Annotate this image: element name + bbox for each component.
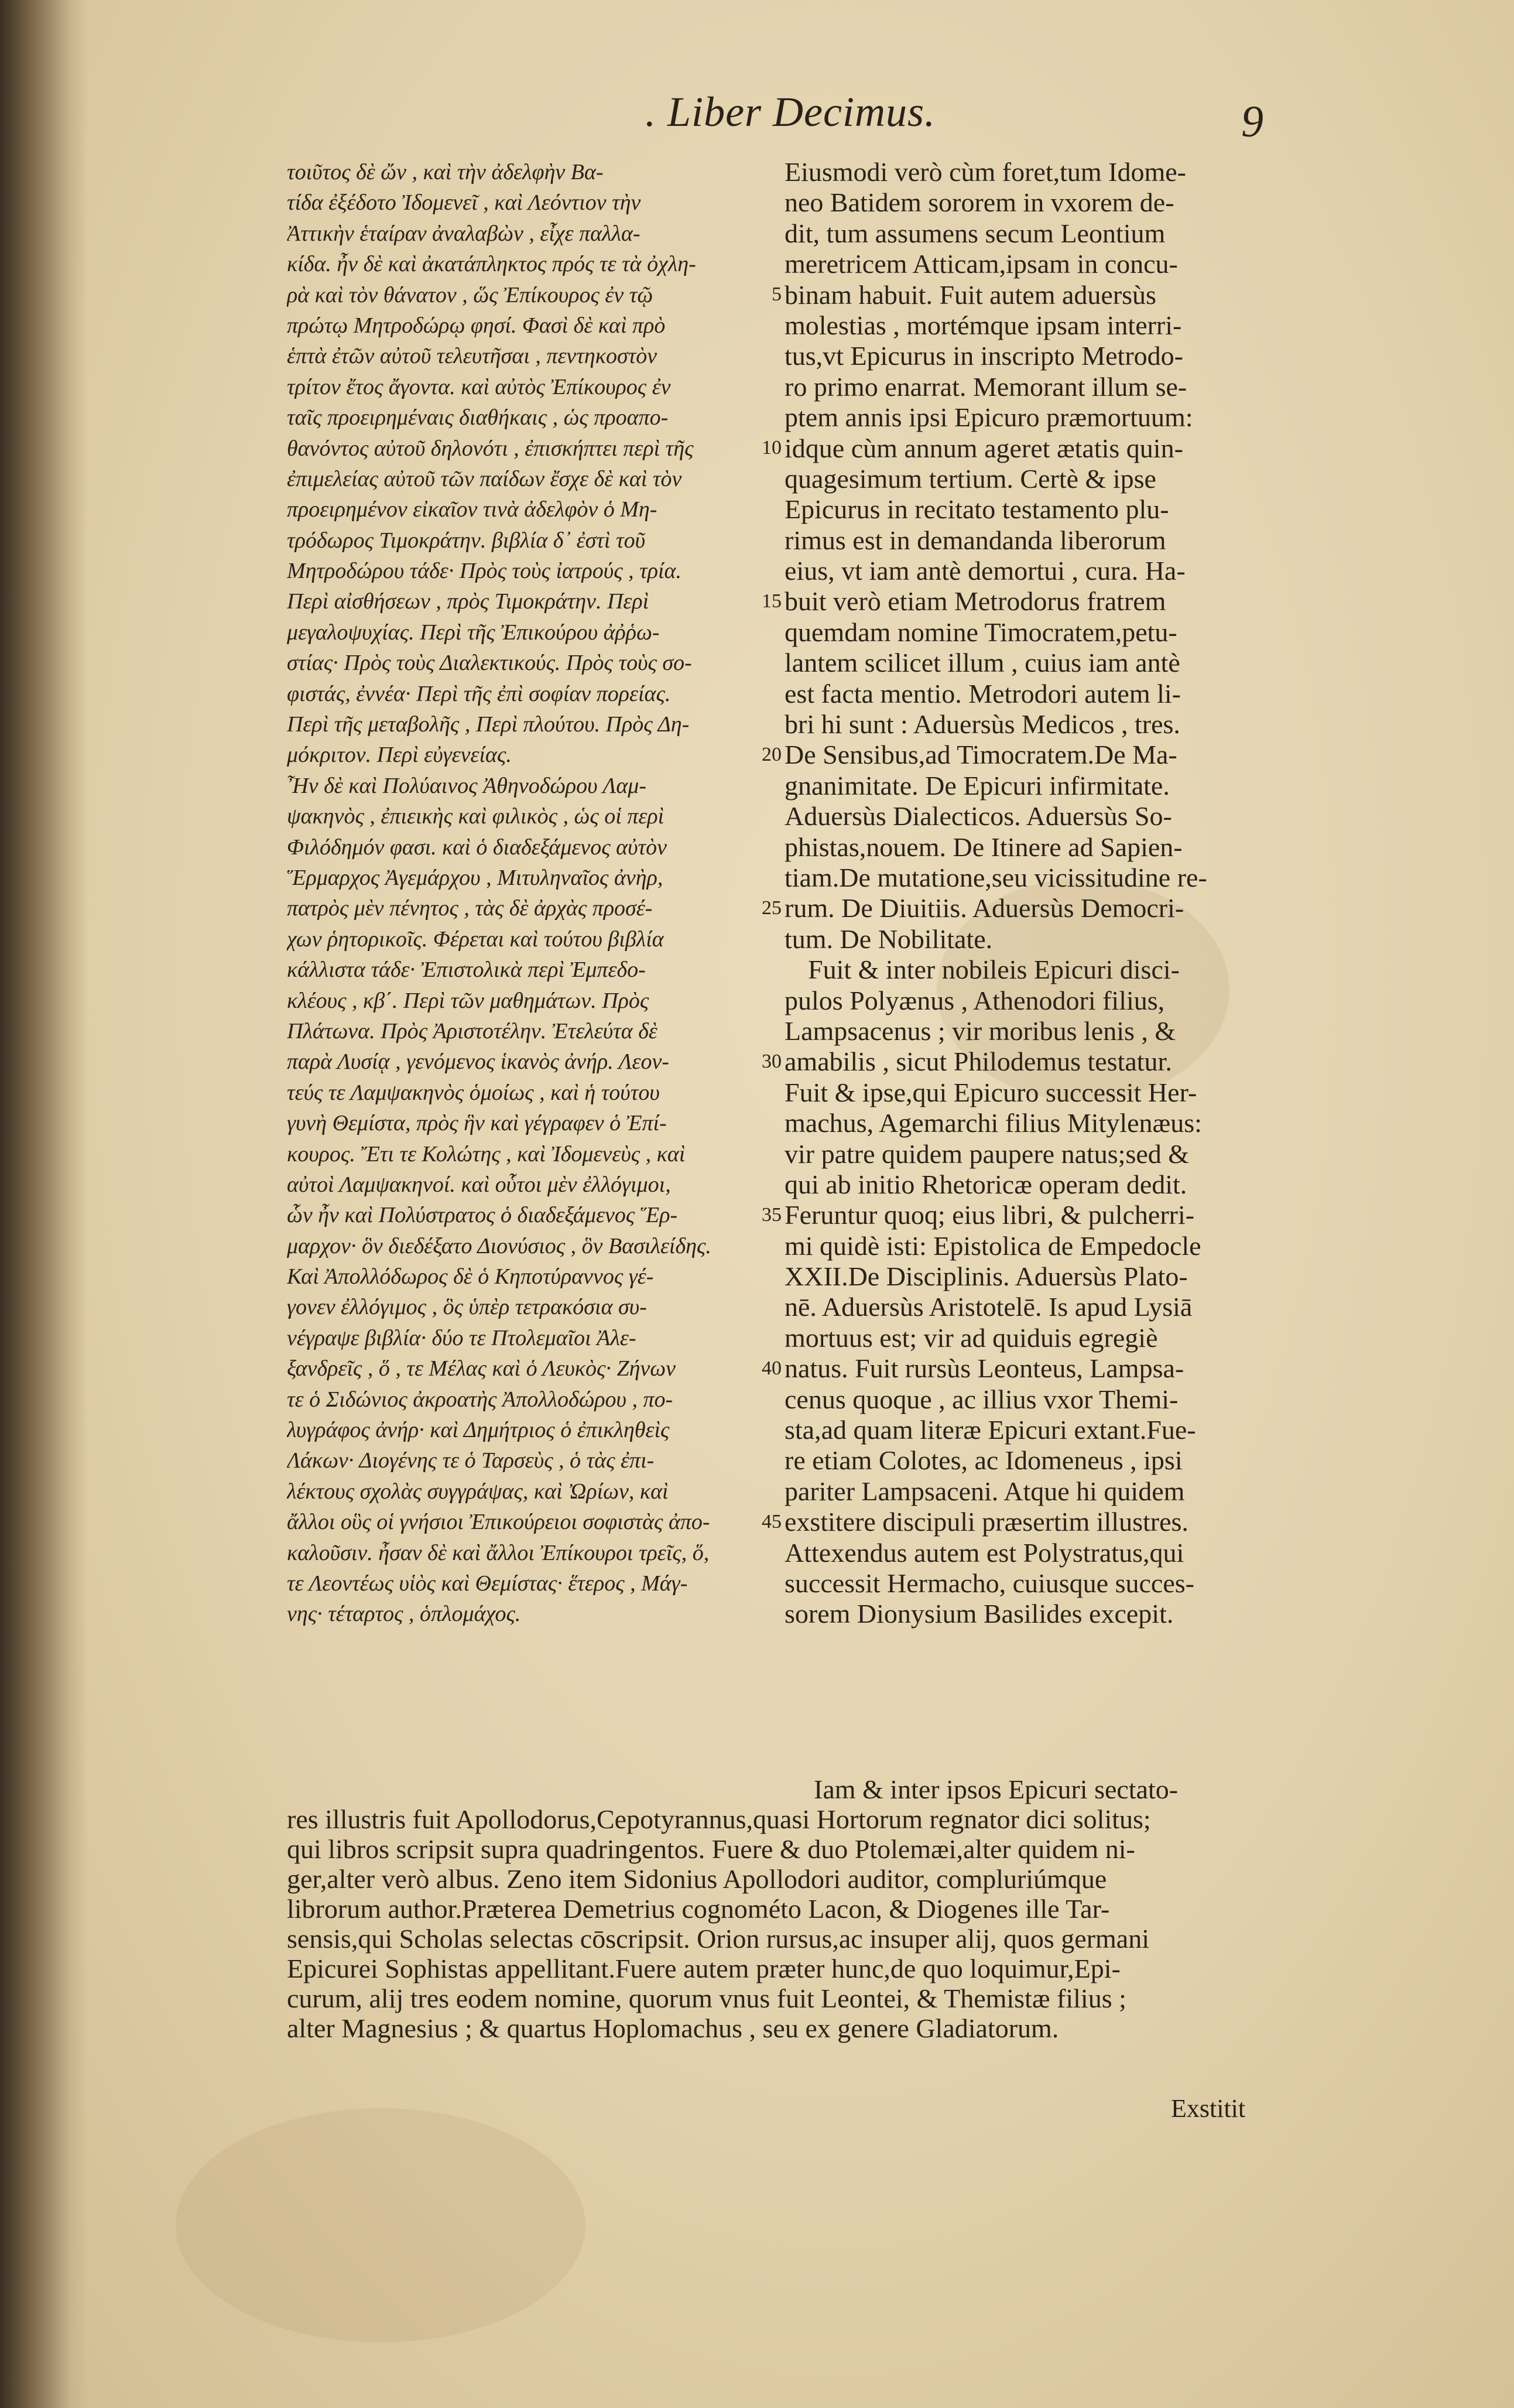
greek-line: ξανδρεῖς , ὅ , τε Μέλας καὶ ὁ Λευκὸς· Ζήνων: [287, 1356, 676, 1381]
greek-line: Ἦν δὲ καὶ Πολύαινος Ἀθηνοδώρου Λαμ-: [287, 773, 646, 798]
greek-line: κουρος. Ἔτι τε Κολώτης , καὶ Ἰδομενεὺς , καὶ: [287, 1141, 686, 1167]
line-number: 25: [762, 897, 782, 919]
running-title: . Liber Decimus.: [645, 88, 936, 135]
latin-line: amabilis , sicut Philodemus testatur.: [785, 1046, 1172, 1077]
latin-line: ptem annis ipsi Epicuro præmortuum:: [785, 402, 1193, 433]
greek-line: τίδα ἐξέδοτο Ἰδομενεῖ , καὶ Λεόντιον τὴν: [287, 190, 641, 216]
latin-line: idque cùm annum ageret ætatis quin-: [785, 433, 1183, 463]
greek-line: κίδα. ἦν δὲ καὶ ἀκατάπληκτος πρός τε τὰ ὀχλη-: [287, 252, 696, 277]
greek-line: μεγαλοψυχίας. Περὶ τῆς Ἐπικούρου ἀῤῥω-: [287, 620, 660, 645]
latin-line: phistas,nouem. De Itinere ad Sapien-: [785, 832, 1183, 862]
latin-line: Eiusmodi verò cùm foret,tum Idome-: [785, 157, 1187, 187]
line-number: 35: [762, 1203, 782, 1226]
line-number: 40: [762, 1357, 782, 1379]
latin-line: nē. Aduersùs Aristotelē. Is apud Lysiā: [785, 1292, 1193, 1322]
greek-line: ἄλλοι οὓς οἱ γνήσιοι Ἐπικούρειοι σοφιστὰς ἀπο-: [287, 1510, 710, 1535]
latin-line: Fuit & inter nobileis Epicuri disci-: [808, 955, 1180, 985]
page-number: 9: [1241, 97, 1263, 146]
latin-line: rimus est in demandanda liberorum: [785, 525, 1166, 555]
latin-line: lantem scilicet illum , cuius iam antè: [785, 648, 1180, 678]
line-number: 45: [762, 1510, 782, 1533]
greek-line: Ἀττικὴν ἑταίραν ἀναλαβὼν , εἶχε παλλα-: [287, 221, 640, 246]
full-width-line: res illustris fuit Apollodorus,Cepotyrannus,quasi Hortorum regnator dici solitus;: [287, 1804, 1151, 1834]
latin-line: XXII.De Disciplinis. Aduersùs Plato-: [785, 1261, 1188, 1292]
latin-line: exstitere discipuli præsertim illustres.: [785, 1507, 1188, 1537]
greek-line: Ἕρμαρχος Ἀγεμάρχου , Μιτυληναῖος ἀνὴρ,: [287, 865, 663, 890]
binding-gutter: [0, 0, 88, 2408]
greek-line: παρὰ Λυσίᾳ , γενόμενος ἱκανὸς ἀνήρ. Λεον-: [287, 1049, 669, 1075]
latin-line: vir patre quidem paupere natus;sed &: [785, 1138, 1190, 1169]
full-width-line: librorum author.Præterea Demetrius cognométo Lacon, & Diogenes ille Tar-: [287, 1894, 1110, 1924]
latin-line: gnanimitate. De Epicuri infirmitate.: [785, 770, 1170, 801]
line-number: 5: [772, 283, 782, 305]
greek-line: κάλλιστα τάδε· Ἐπιστολικὰ περὶ Ἐμπεδο-: [287, 957, 646, 983]
latin-line: Epicurus in recitato testamento plu-: [785, 494, 1169, 525]
greek-line: Καὶ Ἀπολλόδωρος δὲ ὁ Κηποτύραννος γέ-: [287, 1264, 654, 1289]
greek-line: καλοῦσιν. ἦσαν δὲ καὶ ἄλλοι Ἐπίκουροι τρεῖς, ὅ,: [287, 1540, 710, 1565]
line-number: 10: [762, 436, 782, 459]
greek-line: ρὰ καὶ τὸν θάνατον , ὥς Ἐπίκουρος ἐν τῷ: [287, 282, 653, 307]
full-width-line: curum, alij tres eodem nomine, quorum vnus fuit Leontei, & Themistæ filius ;: [287, 1983, 1126, 2013]
latin-line: qui ab initio Rhetoricæ operam dedit.: [785, 1169, 1187, 1199]
greek-line: τοιῦτος δὲ ὤν , καὶ τὴν ἀδελφὴν Βα-: [287, 160, 604, 184]
paper-stain: [176, 2108, 585, 2342]
greek-line: προειρημένον εἰκαῖον τινὰ ἀδελφὸν ὁ Μη-: [287, 497, 657, 522]
full-width-line: qui libros scripsit supra quadringentos. Fuere & duo Ptolemæi,alter quidem ni-: [287, 1834, 1135, 1864]
greek-line: ἐπιμελείας αὐτοῦ τῶν παίδων ἔσχε δὲ καὶ τὸν: [287, 466, 682, 491]
greek-line: πρώτῳ Μητροδώρῳ φησί. Φασὶ δὲ καὶ πρὸ: [287, 313, 666, 338]
greek-line: τεύς τε Λαμψακηνὸς ὁμοίως , καὶ ἡ τούτου: [287, 1080, 660, 1105]
latin-line: meretricem Atticam,ipsam in concu-: [785, 249, 1178, 279]
greek-line: τε ὁ Σιδώνιος ἀκροατὴς Ἀπολλοδώρου , πο-: [287, 1387, 673, 1412]
latin-line: buit verò etiam Metrodorus fratrem: [785, 586, 1166, 617]
greek-line: νέγραψε βιβλία· δύο τε Πτολεμαῖοι Ἀλε-: [287, 1325, 636, 1350]
latin-line: tum. De Nobilitate.: [785, 923, 993, 954]
greek-line: πατρὸς μὲν πένητος , τὰς δὲ ἀρχὰς προσέ-: [287, 896, 653, 921]
latin-line: bri hi sunt : Aduersùs Medicos , tres.: [785, 709, 1180, 740]
greek-line: ταῖς προειρημέναις διαθήκαις , ὡς προαπο-: [287, 405, 669, 430]
greek-line: ὧν ἦν καὶ Πολύστρατος ὁ διαδεξάμενος Ἕρ-: [287, 1203, 678, 1228]
latin-line: successit Hermacho, cuiusque succes-: [785, 1568, 1194, 1598]
latin-line: dit, tum assumens secum Leontium: [785, 218, 1166, 248]
latin-line: natus. Fuit rursùs Leonteus, Lampsa-: [785, 1353, 1184, 1384]
greek-line: κλέους , κβ΄. Περὶ τῶν μαθημάτων. Πρὸς: [287, 988, 649, 1013]
full-width-line: alter Magnesius ; & quartus Hoplomachus , seu ex genere Gladiatorum.: [287, 2013, 1059, 2043]
latin-line: rum. De Diuitiis. Aduersùs Democri-: [785, 893, 1184, 923]
full-width-line: sensis,qui Scholas selectas cōscripsit. Orion rursus,ac insuper alij, quos germani: [287, 1924, 1149, 1954]
latin-line: Fuit & ipse,qui Epicuro successit Her-: [785, 1077, 1197, 1107]
greek-line: λυγράφος ἀνήρ· καὶ Δημήτριος ὁ ἐπικληθεὶς: [287, 1418, 670, 1443]
full-width-line: ger,alter verò albus. Zeno item Sidonius Apollodori auditor, compluriúmque: [287, 1864, 1107, 1894]
latin-line: eius, vt iam antè demortui , cura. Ha-: [785, 556, 1186, 586]
greek-line: χων ῥητορικοῖς. Φέρεται καὶ τούτου βιβλία: [287, 926, 664, 952]
greek-line: γυνὴ Θεμίστα, πρὸς ἣν καὶ γέγραφεν ὁ Ἐπί-: [287, 1111, 667, 1136]
latin-line: Attexendus autem est Polystratus,qui: [785, 1537, 1184, 1568]
line-number: 15: [762, 590, 782, 612]
latin-line: mortuus est; vir ad quiduis egregiè: [785, 1322, 1158, 1353]
latin-line: pariter Lampsaceni. Atque hi quidem: [785, 1476, 1185, 1506]
greek-line: αὐτοὶ Λαμψακηνοί. καὶ οὗτοι μὲν ἐλλόγιμοι,: [287, 1172, 671, 1197]
greek-line: λέκτους σχολὰς συγγράψας, καὶ Ὠρίων, καὶ: [287, 1479, 669, 1504]
latin-line: Feruntur quoq; eius libri, & pulcherri-: [785, 1200, 1195, 1230]
latin-line: ro primo enarrat. Memorant illum se-: [785, 371, 1187, 402]
full-width-line: Iam & inter ipsos Epicuri sectato-: [814, 1774, 1179, 1804]
latin-line: est facta mentio. Metrodori autem li-: [785, 678, 1181, 709]
latin-line: sta,ad quam literæ Epicuri extant.Fue-: [785, 1415, 1196, 1445]
greek-line: θανόντος αὐτοῦ δηλονότι , ἐπισκήπτει περὶ τῆς: [287, 436, 694, 461]
latin-line: neo Batidem sororem in vxorem de-: [785, 187, 1174, 218]
full-width-line: Epicurei Sophistas appellitant.Fuere autem præter hunc,de quo loquimur,Epi-: [287, 1954, 1121, 1983]
greek-line: γονεν ἐλλόγιμος , ὃς ὑπὲρ τετρακόσια συ-: [287, 1295, 647, 1320]
latin-line: pulos Polyænus , Athenodori filius,: [785, 985, 1165, 1015]
greek-text-column: [287, 157, 761, 1630]
greek-line: στίας· Πρὸς τοὺς Διαλεκτικούς. Πρὸς τοὺς σο-: [287, 651, 692, 676]
greek-line: Περὶ αἰσθήσεων , πρὸς Τιμοκράτην. Περὶ: [287, 589, 649, 614]
full-width-latin-paragraph: [287, 1774, 1282, 2043]
greek-line: Λάκων· Διογένης τε ὁ Ταρσεὺς , ὁ τὰς ἐπι-: [287, 1448, 655, 1473]
greek-line: ψακηνὸς , ἐπιεικὴς καὶ φιλικὸς , ὡς οἱ περὶ: [287, 804, 664, 829]
greek-line: μαρχον· ὃν διεδέξατο Διονύσιος , ὃν Βασιλείδης.: [287, 1233, 711, 1258]
latin-line: sorem Dionysium Basilides excepit.: [785, 1599, 1174, 1629]
latin-line: quagesimum tertium. Certè & ipse: [785, 463, 1156, 494]
catchword: Exstitit: [1171, 2094, 1246, 2123]
greek-line: Περὶ τῆς μεταβολῆς , Περὶ πλούτου. Πρὸς Δη-: [287, 712, 690, 737]
greek-line: ἑπτὰ ἐτῶν αὐτοῦ τελευτῆσαι , πεντηκοστὸν: [287, 344, 657, 369]
latin-line: De Sensibus,ad Timocratem.De Ma-: [785, 740, 1177, 770]
latin-line: molestias , mortémque ipsam interri-: [785, 310, 1182, 340]
latin-line: binam habuit. Fuit autem aduersùs: [785, 279, 1156, 310]
latin-line: re etiam Colotes, ac Idomeneus , ipsi: [785, 1445, 1183, 1476]
line-number: 20: [762, 743, 782, 765]
latin-line: tus,vt Epicurus in inscripto Metrodo-: [785, 341, 1183, 371]
line-number: 30: [762, 1050, 782, 1072]
greek-line: τε Λεοντέως υἱὸς καὶ Θεμίστας· ἕτερος , Μάγ-: [287, 1571, 688, 1596]
latin-line: cenus quoque , ac illius vxor Themi-: [785, 1384, 1179, 1414]
greek-line: Πλάτωνα. Πρὸς Ἀριστοτέλην. Ἐτελεύτα δὲ: [287, 1018, 657, 1044]
latin-line: mi quidè isti: Epistolica de Empedocle: [785, 1230, 1201, 1261]
greek-line: Φιλόδημόν φασι. καὶ ὁ διαδεξάμενος αὐτὸν: [287, 834, 667, 860]
greek-line: Μητροδώρου τάδε· Πρὸς τοὺς ἰατρούς , τρία.: [287, 559, 681, 584]
greek-line: νης· τέταρτος , ὁπλομάχος.: [287, 1602, 521, 1627]
greek-line: μόκριτον. Περὶ εὐγενείας.: [287, 743, 512, 768]
greek-line: τρόδωρος Τιμοκράτην. βιβλία δ᾽ ἐστὶ τοῦ: [287, 528, 646, 553]
latin-line: Aduersùs Dialecticos. Aduersùs So-: [785, 801, 1172, 832]
latin-line: quemdam nomine Timocratem,petu-: [785, 617, 1177, 647]
latin-line: Lampsacenus ; vir moribus lenis , &: [785, 1015, 1176, 1046]
latin-line: tiam.De mutatione,seu vicissitudine re-: [785, 862, 1207, 892]
greek-line: τρίτον ἔτος ἄγοντα. καὶ αὐτὸς Ἐπίκουρος ἐν: [287, 374, 671, 399]
greek-line: φιστάς, ἐννέα· Περὶ τῆς ἐπὶ σοφίαν πορείας.: [287, 681, 671, 706]
latin-line: machus, Agemarchi filius Mitylenæus:: [785, 1108, 1202, 1138]
latin-text-column: [785, 157, 1282, 1630]
